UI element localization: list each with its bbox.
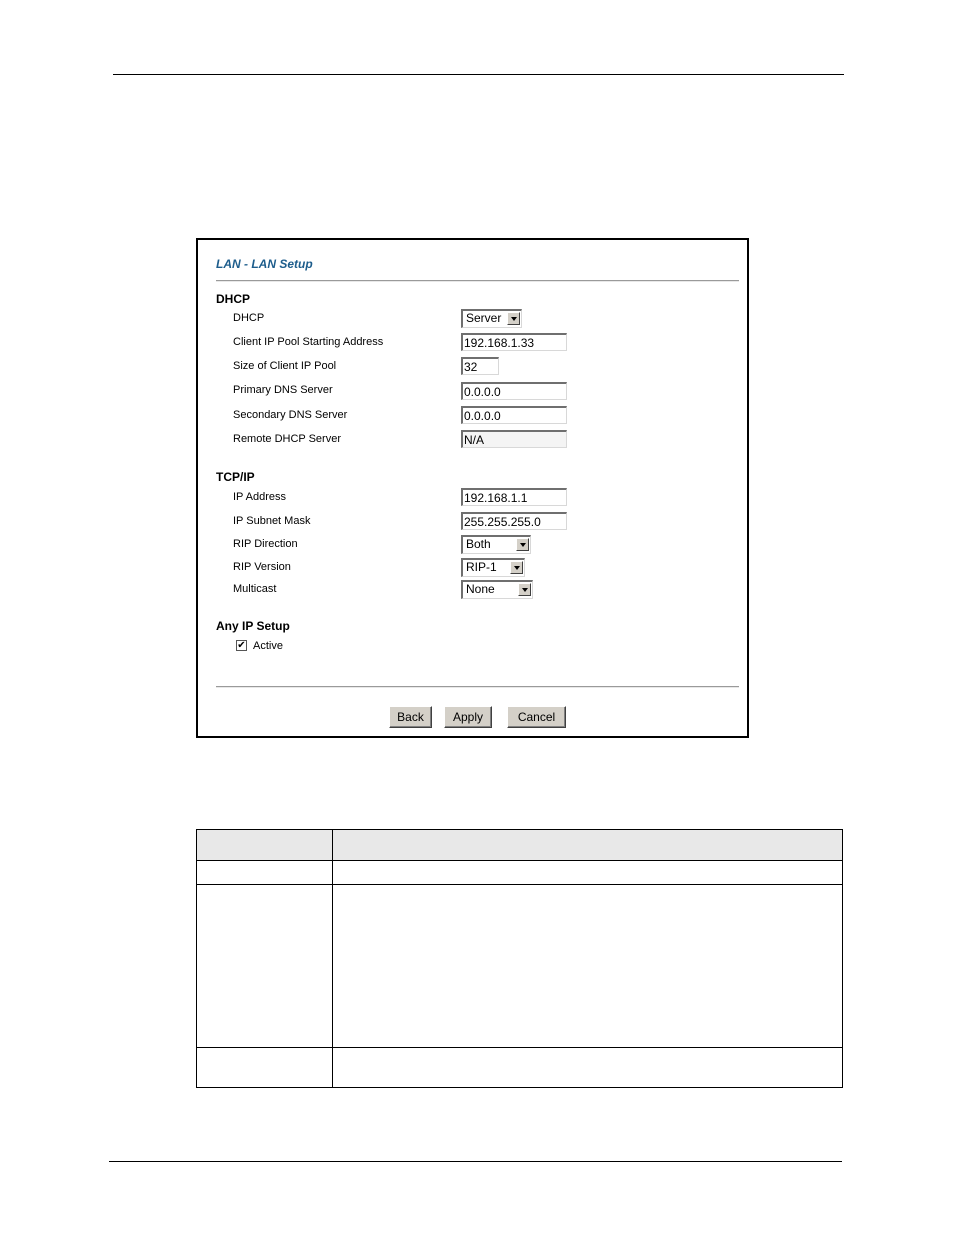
secondary-dns-input[interactable] (461, 406, 567, 424)
chevron-down-icon[interactable] (507, 312, 520, 325)
remote-dhcp-input[interactable] (461, 430, 567, 448)
rip-version-label: RIP Version (233, 561, 291, 573)
multicast-select[interactable] (461, 580, 533, 599)
description-table (196, 829, 843, 1088)
table-row (197, 885, 843, 1048)
pool-start-label: Client IP Pool Starting Address (233, 336, 384, 348)
ip-address-label: IP Address (233, 491, 286, 503)
table-cell (333, 885, 843, 1048)
table-row (197, 861, 843, 885)
header-rule (113, 74, 844, 75)
table-row (197, 1048, 843, 1088)
multicast-value: None (466, 582, 495, 596)
table-header-row (197, 830, 843, 861)
chevron-down-icon[interactable] (510, 561, 523, 574)
active-label: Active (253, 640, 283, 652)
table-cell (197, 885, 333, 1048)
checkmark-icon: ✔ (237, 640, 246, 651)
multicast-label: Multicast (233, 583, 277, 595)
pool-size-label: Size of Client IP Pool (233, 360, 337, 372)
footer-rule (109, 1161, 842, 1162)
lan-setup-screenshot (196, 238, 749, 738)
rip-direction-select[interactable] (461, 535, 531, 554)
primary-dns-label: Primary DNS Server (233, 384, 333, 396)
dhcp-section-title: DHCP (216, 292, 251, 306)
anyip-section-title: Any IP Setup (216, 619, 290, 633)
table-cell (197, 1048, 333, 1088)
ip-address-input[interactable] (461, 488, 567, 506)
apply-button[interactable]: Apply (444, 706, 492, 728)
table-header-cell (197, 830, 333, 861)
dhcp-select-value: Server (466, 311, 502, 325)
table-cell (333, 861, 843, 885)
screen-title: LAN - LAN Setup (216, 257, 313, 271)
footer-divider (216, 686, 739, 688)
active-checkbox[interactable] (236, 640, 247, 651)
subnet-mask-label: IP Subnet Mask (233, 515, 311, 527)
rip-version-value: RIP-1 (466, 560, 497, 574)
title-divider (216, 280, 739, 282)
secondary-dns-label: Secondary DNS Server (233, 409, 348, 421)
pool-size-input[interactable] (461, 357, 499, 375)
rip-direction-value: Both (466, 537, 491, 551)
tcpip-section-title: TCP/IP (216, 470, 255, 484)
remote-dhcp-label: Remote DHCP Server (233, 433, 341, 445)
table-cell (333, 1048, 843, 1088)
primary-dns-input[interactable] (461, 382, 567, 400)
rip-direction-label: RIP Direction (233, 538, 298, 550)
cancel-button[interactable]: Cancel (507, 706, 566, 728)
chevron-down-icon[interactable] (516, 538, 529, 551)
dhcp-label: DHCP (233, 312, 265, 324)
rip-version-select[interactable] (461, 558, 525, 577)
table-header-cell (333, 830, 843, 861)
pool-start-input[interactable] (461, 333, 567, 351)
table-cell (197, 861, 333, 885)
dhcp-select[interactable] (461, 309, 522, 328)
chevron-down-icon[interactable] (518, 583, 531, 596)
back-button[interactable]: Back (389, 706, 432, 728)
subnet-mask-input[interactable] (461, 512, 567, 530)
